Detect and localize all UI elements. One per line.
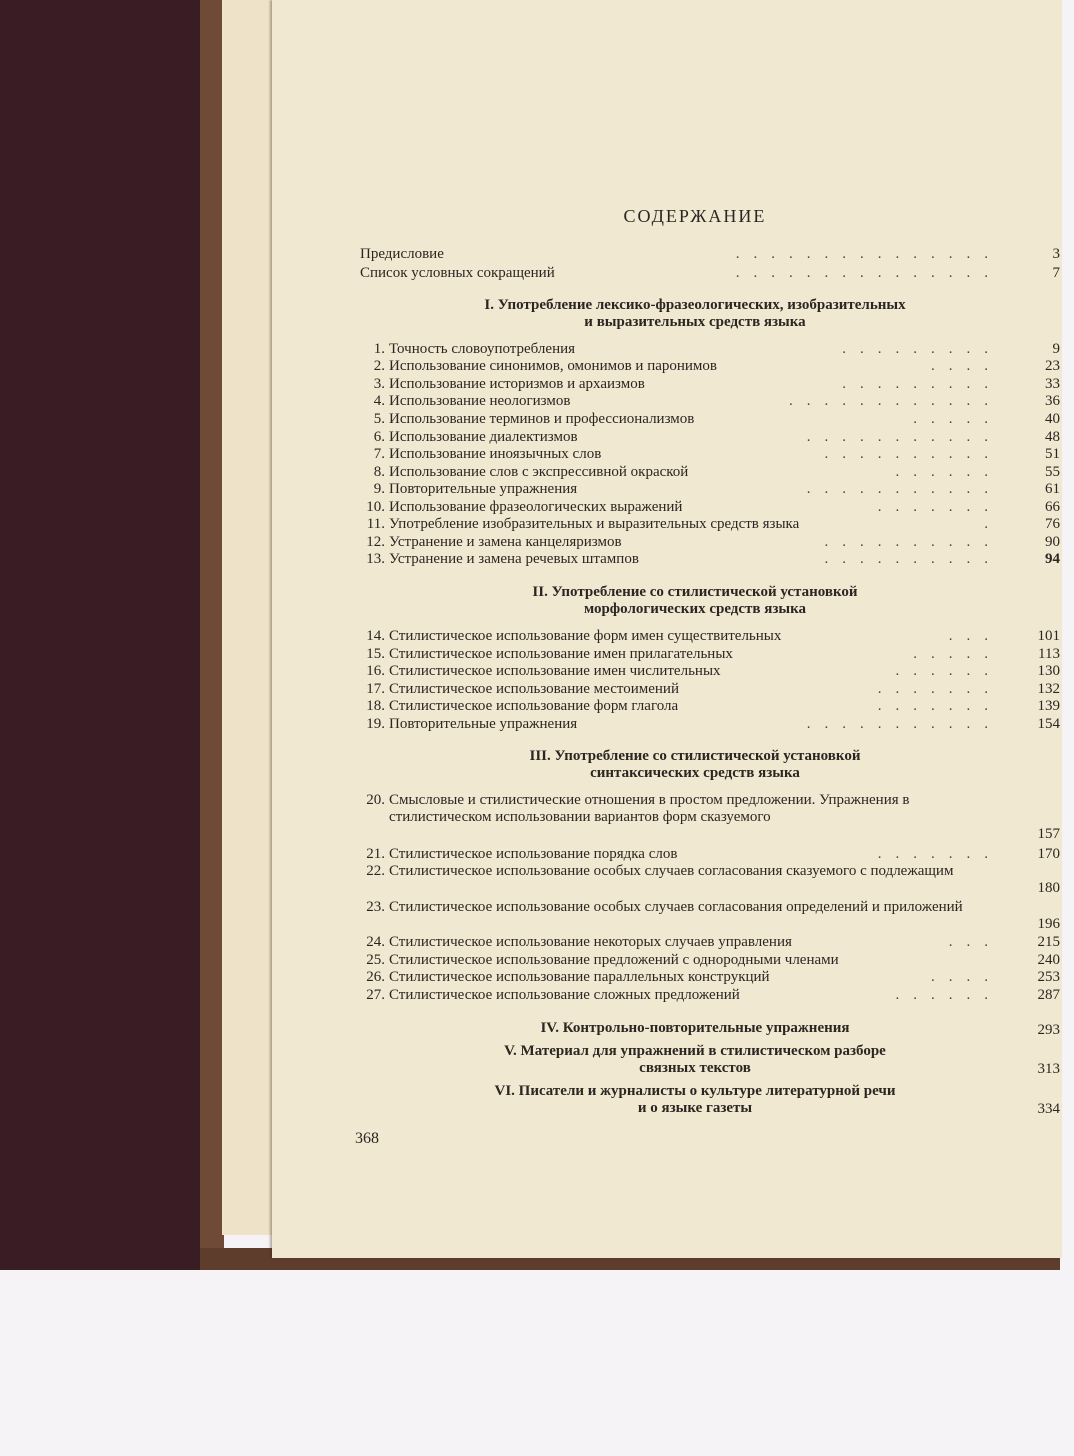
page-title: СОДЕРЖАНИЕ	[623, 206, 767, 226]
toc-row: 7. Использование иноязычных слов .......... 51	[373, 446, 1060, 462]
background	[0, 0, 200, 1270]
toc-row: 23. Стилистическое использование особых случаев согласования определений и приложений 196	[366, 899, 1060, 932]
toc-row: 16. Стилистическое использование имен числительных ...... 130	[366, 663, 1060, 679]
toc-row: 22. Стилистическое использование особых случаев согласования сказуемого с подлежащим 180	[366, 863, 1060, 896]
toc-row: 13. Устранение и замена речевых штампов .......... 94	[366, 551, 1060, 567]
toc-row: 6. Использование диалектизмов ........... 48	[373, 429, 1060, 445]
section-title: VI. Писатели и журналисты о культуре литературной речи и о языке газеты	[494, 1083, 896, 1116]
toc-row: 20. Смысловые и стилистические отношения в простом предложении. Упражнения в стилистическом использовании вариантов форм сказуемого 157	[366, 792, 1060, 842]
toc-row: Список условных сокращений ............... 7	[360, 265, 1060, 281]
book-spine	[200, 0, 224, 1255]
toc-row: 9. Повторительные упражнения ........... 61	[373, 481, 1060, 497]
toc-row: 17. Стилистическое использование местоимений ....... 132	[366, 681, 1060, 697]
toc-row: 26. Стилистическое использование параллельных конструкций .... 253	[366, 969, 1060, 985]
toc-row: 10. Использование фразеологических выражений ....... 66	[366, 499, 1060, 515]
section-title: IV. Контрольно-повторительные упражнения	[540, 1020, 850, 1036]
page-number: 368	[355, 1130, 379, 1147]
toc-row: 4. Использование неологизмов ............ 36	[373, 393, 1060, 409]
toc-row: 3. Использование историзмов и архаизмов ......... 33	[373, 376, 1060, 392]
section-title: II. Употребление со стилистической установкой морфологических средств языка	[532, 584, 858, 617]
toc-row: 2. Использование синонимов, омонимов и паронимов .... 23	[373, 358, 1060, 374]
toc-row: 15. Стилистическое использование имен прилагательных ..... 113	[366, 646, 1060, 662]
section-page: 334	[1037, 1101, 1060, 1117]
section-title: III. Употребление со стилистической установкой синтаксических средств языка	[529, 748, 861, 781]
toc-row: 11. Употребление изобразительных и выразительных средств языка . 76	[366, 516, 1060, 532]
toc-row: 14. Стилистическое использование форм имен существительных ... 101	[366, 628, 1060, 644]
toc-row: 12. Устранение и замена канцеляризмов .......... 90	[366, 534, 1060, 550]
toc-row: 18. Стилистическое использование форм глагола ....... 139	[366, 698, 1060, 714]
section-title: I. Употребление лексико-фразеологических, изобразительных и выразительных средств языка	[484, 297, 906, 330]
section-page: 313	[1037, 1061, 1060, 1077]
toc-row: 21. Стилистическое использование порядка слов ....... 170	[366, 846, 1060, 862]
toc-row: 1. Точность словоупотребления ......... 9	[373, 341, 1060, 357]
toc-row: 25. Стилистическое использование предложений с однородными членами 240	[366, 952, 1060, 968]
toc-row: Предисловие ............... 3	[360, 246, 1060, 262]
section-title: V. Материал для упражнений в стилистическом разборе связных текстов	[504, 1043, 886, 1076]
toc-row: 24. Стилистическое использование некоторых случаев управления ... 215	[366, 934, 1060, 950]
toc-row: 27. Стилистическое использование сложных предложений ...... 287	[366, 987, 1060, 1003]
section-page: 293	[1037, 1022, 1060, 1038]
toc-row: 19. Повторительные упражнения ........... 154	[366, 716, 1060, 732]
toc-row: 8. Использование слов с экспрессивной окраской ...... 55	[373, 464, 1060, 480]
toc-row: 5. Использование терминов и профессионализмов ..... 40	[373, 411, 1060, 427]
